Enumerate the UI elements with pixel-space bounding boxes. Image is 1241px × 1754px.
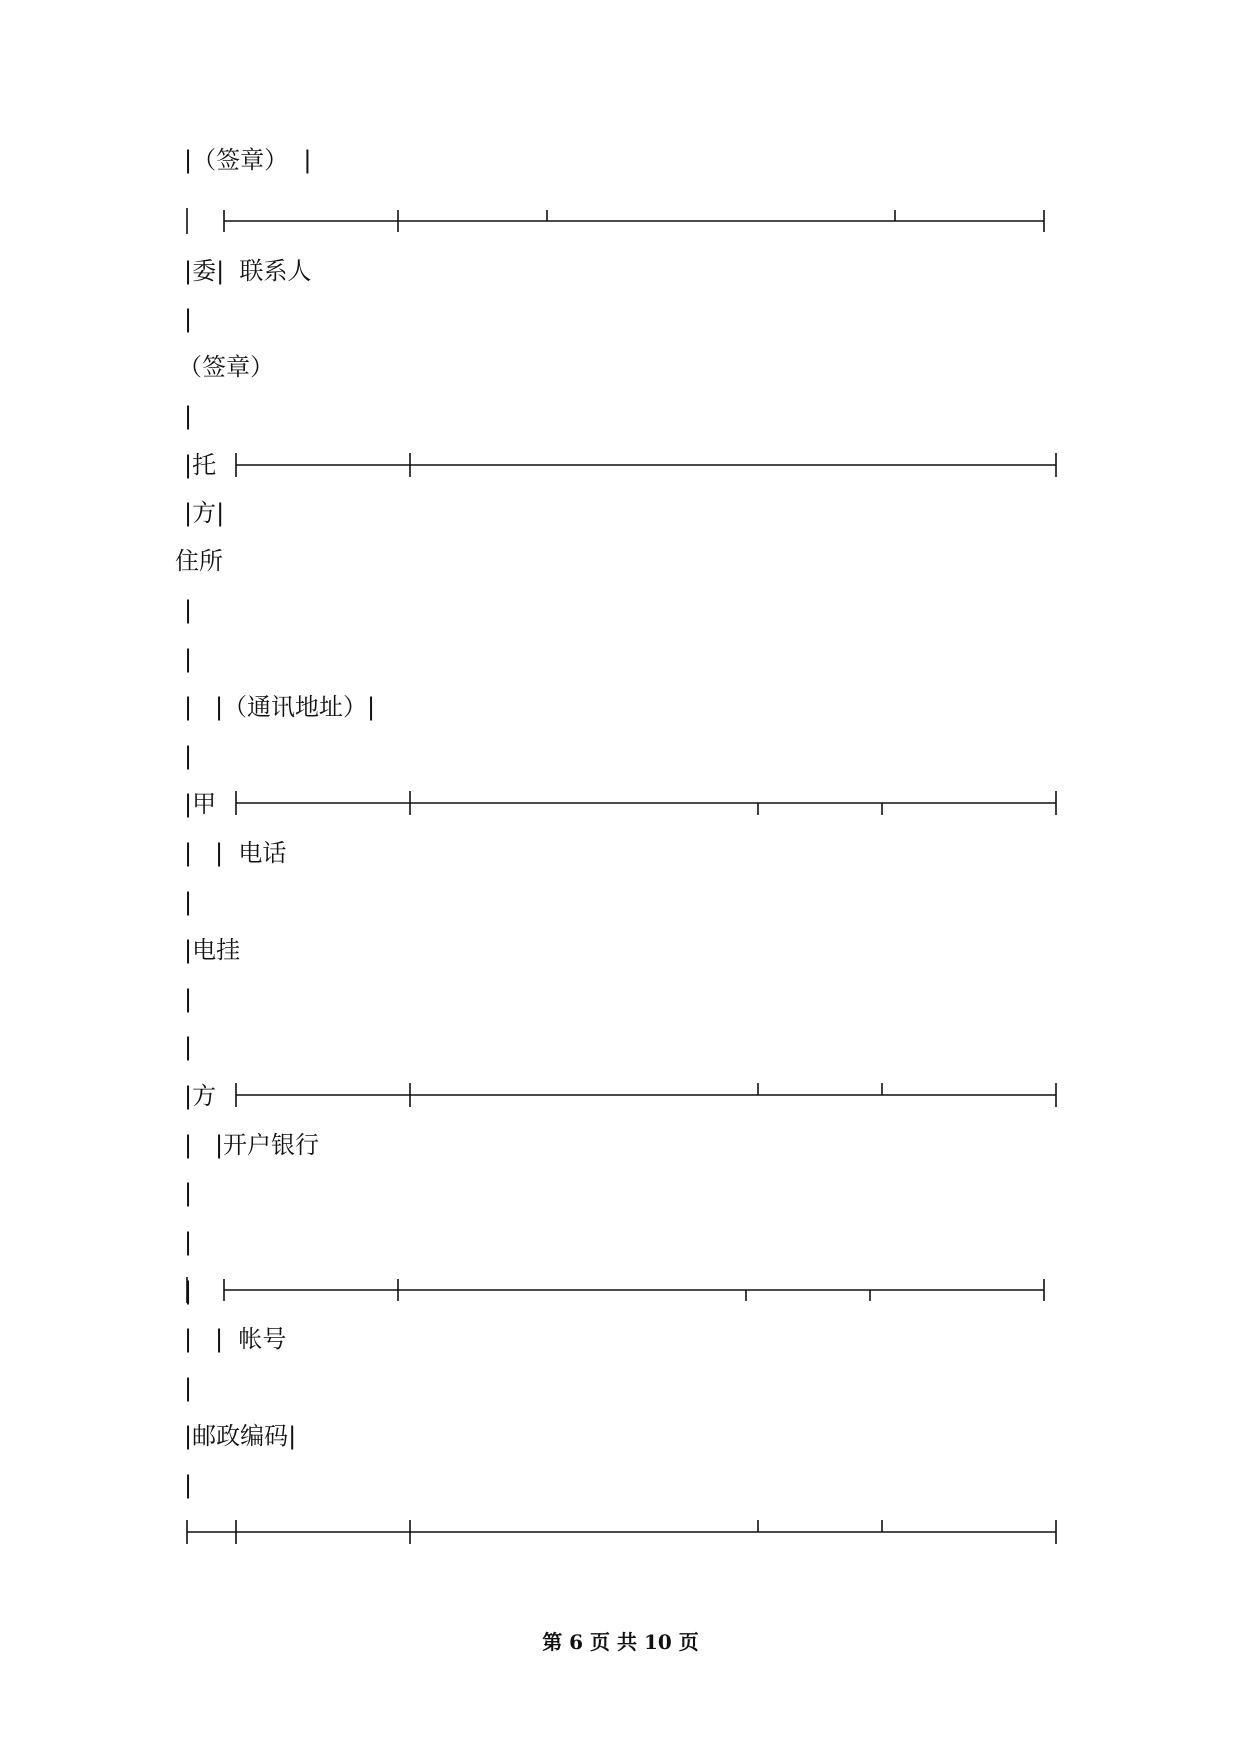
phone-line: | | 电话 — [184, 839, 287, 867]
mailing-address-line: | |（通讯地址）| — [184, 693, 376, 721]
table-rule — [236, 453, 1056, 477]
page-number-footer: 第 6 页 共 10 页 — [542, 1630, 699, 1654]
table-rule — [187, 1277, 1044, 1303]
table-rule — [236, 1083, 1056, 1107]
bar-line: | — [184, 596, 193, 624]
bar-line: | — [184, 1471, 193, 1499]
address-label: 住所 — [175, 547, 223, 575]
telegraph-line: |电挂 — [184, 936, 241, 964]
bar-line: | — [184, 1033, 193, 1061]
table-rule — [236, 791, 1056, 815]
postcode-line: |邮政编码| — [184, 1422, 297, 1450]
bar-line: | — [184, 888, 193, 916]
account-line: | | 帐号 — [184, 1325, 287, 1353]
bar-line: | — [184, 305, 193, 333]
bar-line: | — [184, 985, 193, 1013]
table-rule — [187, 208, 1044, 234]
bar-line: | — [184, 1179, 193, 1207]
table-rule — [187, 1520, 1056, 1544]
signature-label: （签章） — [178, 353, 274, 381]
bar-line: | — [184, 1277, 193, 1305]
fang-label-line: |方| — [184, 499, 225, 527]
bar-line: | — [184, 645, 193, 673]
bank-line: | |开户银行 — [184, 1131, 320, 1159]
bar-line: | — [184, 742, 193, 770]
bar-line: | — [184, 1228, 193, 1256]
signature-top-line: |（签章） | — [184, 146, 312, 174]
tuo-label-line: |托 — [184, 451, 217, 479]
fang-label-line: |方 — [184, 1082, 217, 1110]
jia-label-line: |甲 — [184, 790, 217, 818]
bar-line: | — [184, 402, 193, 430]
bar-line: | — [184, 1374, 193, 1402]
wei-contact-line: |委| 联系人 — [184, 257, 312, 285]
